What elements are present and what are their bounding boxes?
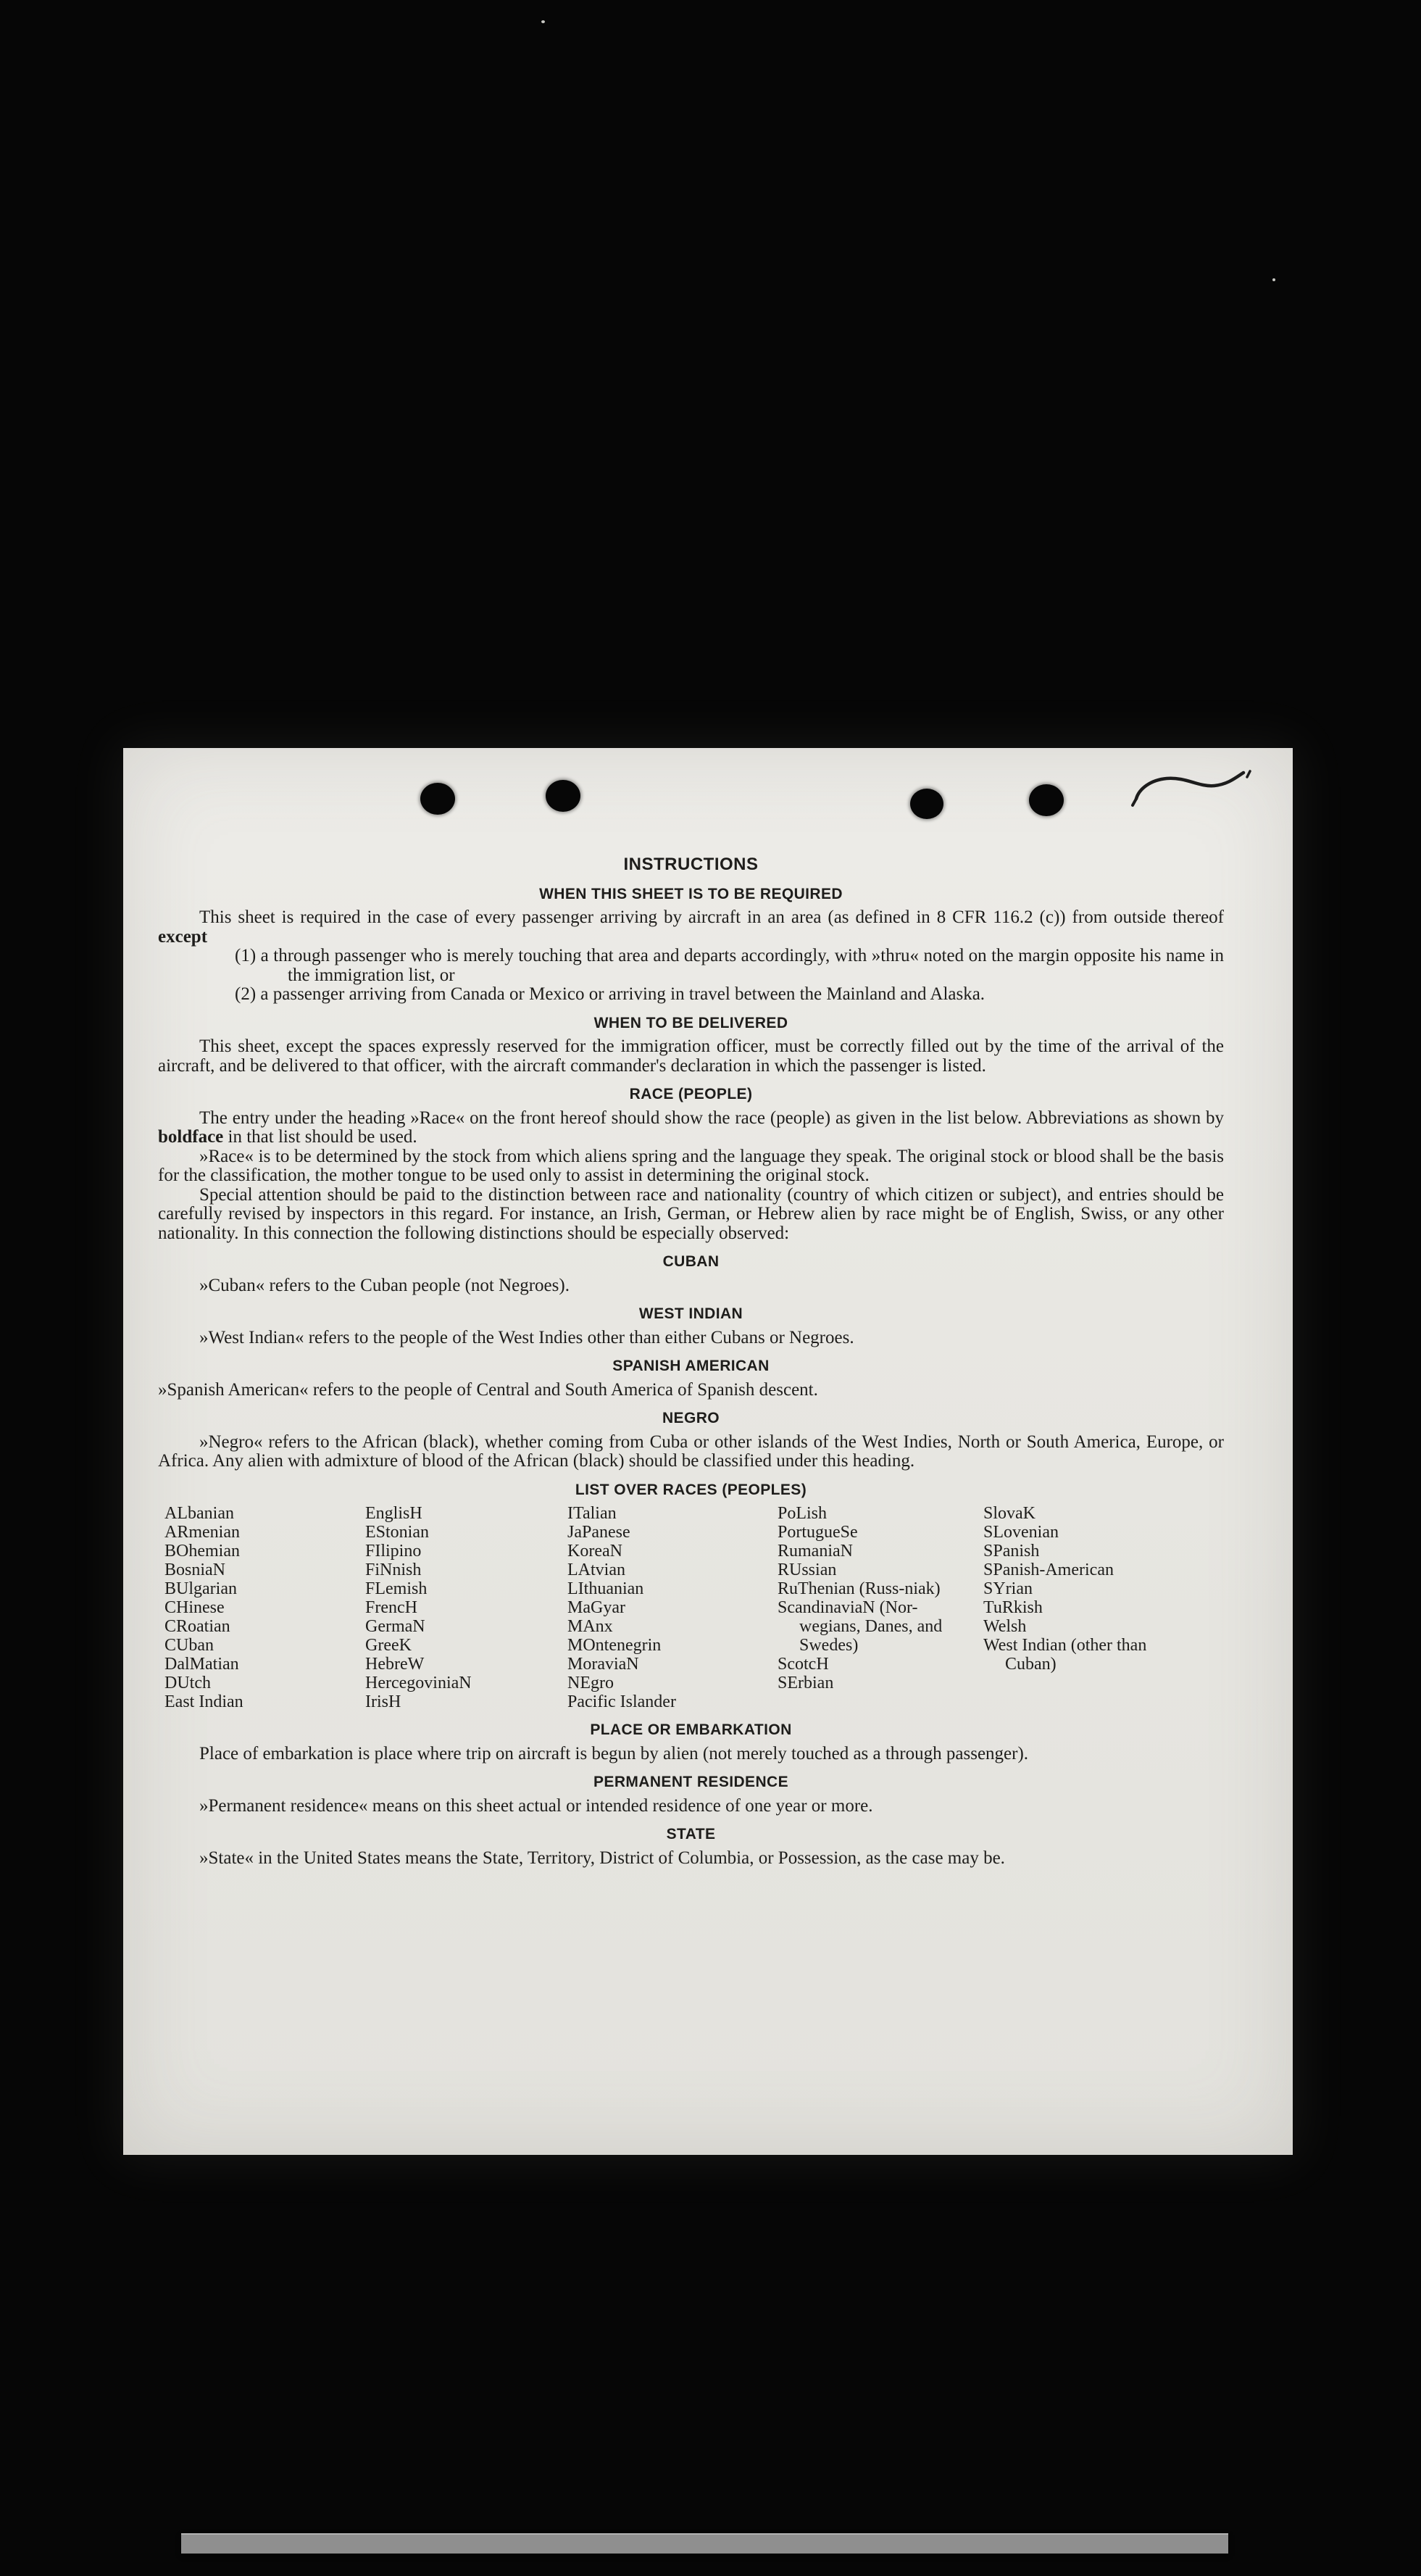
paragraph-race-1 [158,1109,1224,1147]
document-title: INSTRUCTIONS [623,855,759,874]
race-item: SErbian [778,1674,834,1692]
heading-state: STATE [666,1826,716,1842]
race-item: FiNnish [365,1561,422,1579]
race-item: DalMatian [164,1655,239,1674]
race-item: NEgro [567,1674,614,1692]
race-item: CHinese [164,1598,225,1617]
document-sheet [123,748,1293,2155]
race-item: EStonian [365,1523,429,1542]
heading-permanent-residence: PERMANENT RESIDENCE [593,1774,788,1790]
race-item: DUtch [164,1674,211,1692]
race-item: ITalian [567,1504,617,1523]
race-item: West Indian (other than Cuban) [983,1636,1147,1674]
race-item: JaPanese [567,1523,630,1542]
paragraph-when-required [158,908,1224,947]
paragraph-permanent-residence: »Permanent residence« means on this sheet actual or intended residence of one year or more. [199,1795,873,1816]
paragraph-state: »State« in the United States means the State, Territory, District of Columbia, or Possession, as the case may be. [199,1848,1005,1868]
paragraph-cuban: »Cuban« refers to the Cuban people (not Negroes). [199,1275,570,1295]
paragraph-embarkation: Place of embarkation is place where trip on aircraft is begun by alien (not merely touched as a through passenger). [199,1743,1029,1763]
race-item: PortugueSe [778,1523,858,1542]
race-item: Welsh [983,1617,1027,1636]
race-item: BOhemian [164,1542,240,1561]
when-required-text: This sheet is required in the case of every passenger arriving by aircraft in an area (as defined in 8 CFR 116.2 (c)) from outside thereof [199,907,1224,927]
race-p1-post: in that list should be used. [223,1127,417,1147]
heading-embarkation: PLACE OR EMBARKATION [590,1721,792,1738]
heading-west-indian: WEST INDIAN [638,1305,743,1322]
race-column-4 [778,1504,983,1711]
race-item: SYrian [983,1579,1033,1598]
race-item: FIlipino [365,1542,422,1561]
race-item: HercegoviniaN [365,1674,472,1692]
paragraph-race-3: Special attention should be paid to the distinction between race and nationality (country of which citizen or subject), and entries should be carefully revised by inspectors in this regard. For instance, an Irish, German, or Hebrew alien by race might be of English, Swiss, or any other nationality. In this connection the following distinctions should be especially observed: [158,1184,1224,1243]
race-item: PoLish [778,1504,828,1523]
paragraph-when-delivered: This sheet, except the spaces expressly reserved for the immigration officer, must be correctly filled out by the time of the arrival of the aircraft, and be delivered to that officer, with the aircraft commander's declaration in which the passenger is listed. [158,1036,1224,1076]
race-item: RuThenian (Russ-niak) [778,1579,941,1598]
race-item: SPanish-American [983,1561,1114,1579]
race-item: LIthuanian [567,1579,644,1598]
numbered-item-1: (1) a through passenger who is merely touching that area and departs accordingly, with »thru« noted on the margin opposite his name in the immigration list, or [235,946,1224,985]
heading-cuban: CUBAN [662,1253,720,1270]
dust-speck [541,20,545,23]
race-item: SPanish [983,1542,1040,1561]
race-column-5 [983,1504,1224,1711]
race-column-2 [365,1504,567,1711]
race-item: MOntenegrin [567,1636,662,1655]
race-item: ARmenian [164,1523,240,1542]
race-item: HebreW [365,1655,425,1674]
race-item: SLovenian [983,1523,1059,1542]
race-item: IrisH [365,1692,401,1711]
race-item: MoraviaN [567,1655,639,1674]
heading-race-list: LIST OVER RACES (PEOPLES) [575,1481,807,1498]
race-list [164,1504,1224,1711]
race-item: CUban [164,1636,214,1655]
race-item: East Indian [164,1692,243,1711]
heading-race: RACE (PEOPLE) [629,1086,753,1102]
race-item: MaGyar [567,1598,625,1617]
race-item: FrencH [365,1598,417,1617]
race-item: SlovaK [983,1504,1035,1523]
race-item: BosniaN [164,1561,225,1579]
heading-when-delivered: WHEN TO BE DELIVERED [593,1014,788,1031]
race-item: ScandinaviaN (Nor-wegians, Danes, and Swedes) [778,1598,943,1655]
scanner-artifact-strip [181,2533,1228,2554]
race-item: Pacific Islander [567,1692,676,1711]
paragraph-spanish-american: »Spanish American« refers to the people of Central and South America of Spanish descent. [158,1379,818,1400]
numbered-item-2: (2) a passenger arriving from Canada or Mexico or arriving in travel between the Mainland and Alaska. [235,984,985,1004]
race-item: LAtvian [567,1561,625,1579]
paragraph-west-indian: »West Indian« refers to the people of the West Indies other than either Cubans or Negroes. [199,1327,854,1347]
race-item: TuRkish [983,1598,1043,1617]
heading-when-required: WHEN THIS SHEET IS TO BE REQUIRED [539,885,843,902]
paragraph-negro: »Negro« refers to the African (black), whether coming from Cuba or other islands of the West Indies, North or South America, Europe, or Africa. Any alien with admixture of blood of the African (black) should be classified under this heading. [158,1432,1224,1471]
heading-spanish-american: SPANISH AMERICAN [612,1358,770,1374]
race-p1-bold: boldface [158,1127,224,1147]
race-item: ScotcH [778,1655,829,1674]
document-content [123,748,1293,1868]
race-item: MAnx [567,1617,613,1636]
race-item: CRoatian [164,1617,230,1636]
race-p1-pre: The entry under the heading »Race« on the front hereof should show the race (people) as given in the list below. Abbreviations as shown by [199,1108,1224,1128]
race-item: RUssian [778,1561,837,1579]
race-column-1 [164,1504,365,1711]
race-item: RumaniaN [778,1542,853,1561]
race-item: KoreaN [567,1542,622,1561]
race-item: GermaN [365,1617,425,1636]
race-item: FLemish [365,1579,428,1598]
race-item: ALbanian [164,1504,234,1523]
dust-speck [1272,278,1275,281]
race-item: GreeK [365,1636,412,1655]
race-item: BUlgarian [164,1579,237,1598]
heading-negro: NEGRO [662,1410,720,1426]
race-item: EnglisH [365,1504,422,1523]
when-required-bold: except [158,926,208,947]
paragraph-race-2: »Race« is to be determined by the stock from which aliens spring and the language they speak. The original stock or blood shall be the basis for the classification, the mother tongue to be used only to assist in determining the original stock. [158,1146,1224,1185]
race-column-3 [567,1504,778,1711]
